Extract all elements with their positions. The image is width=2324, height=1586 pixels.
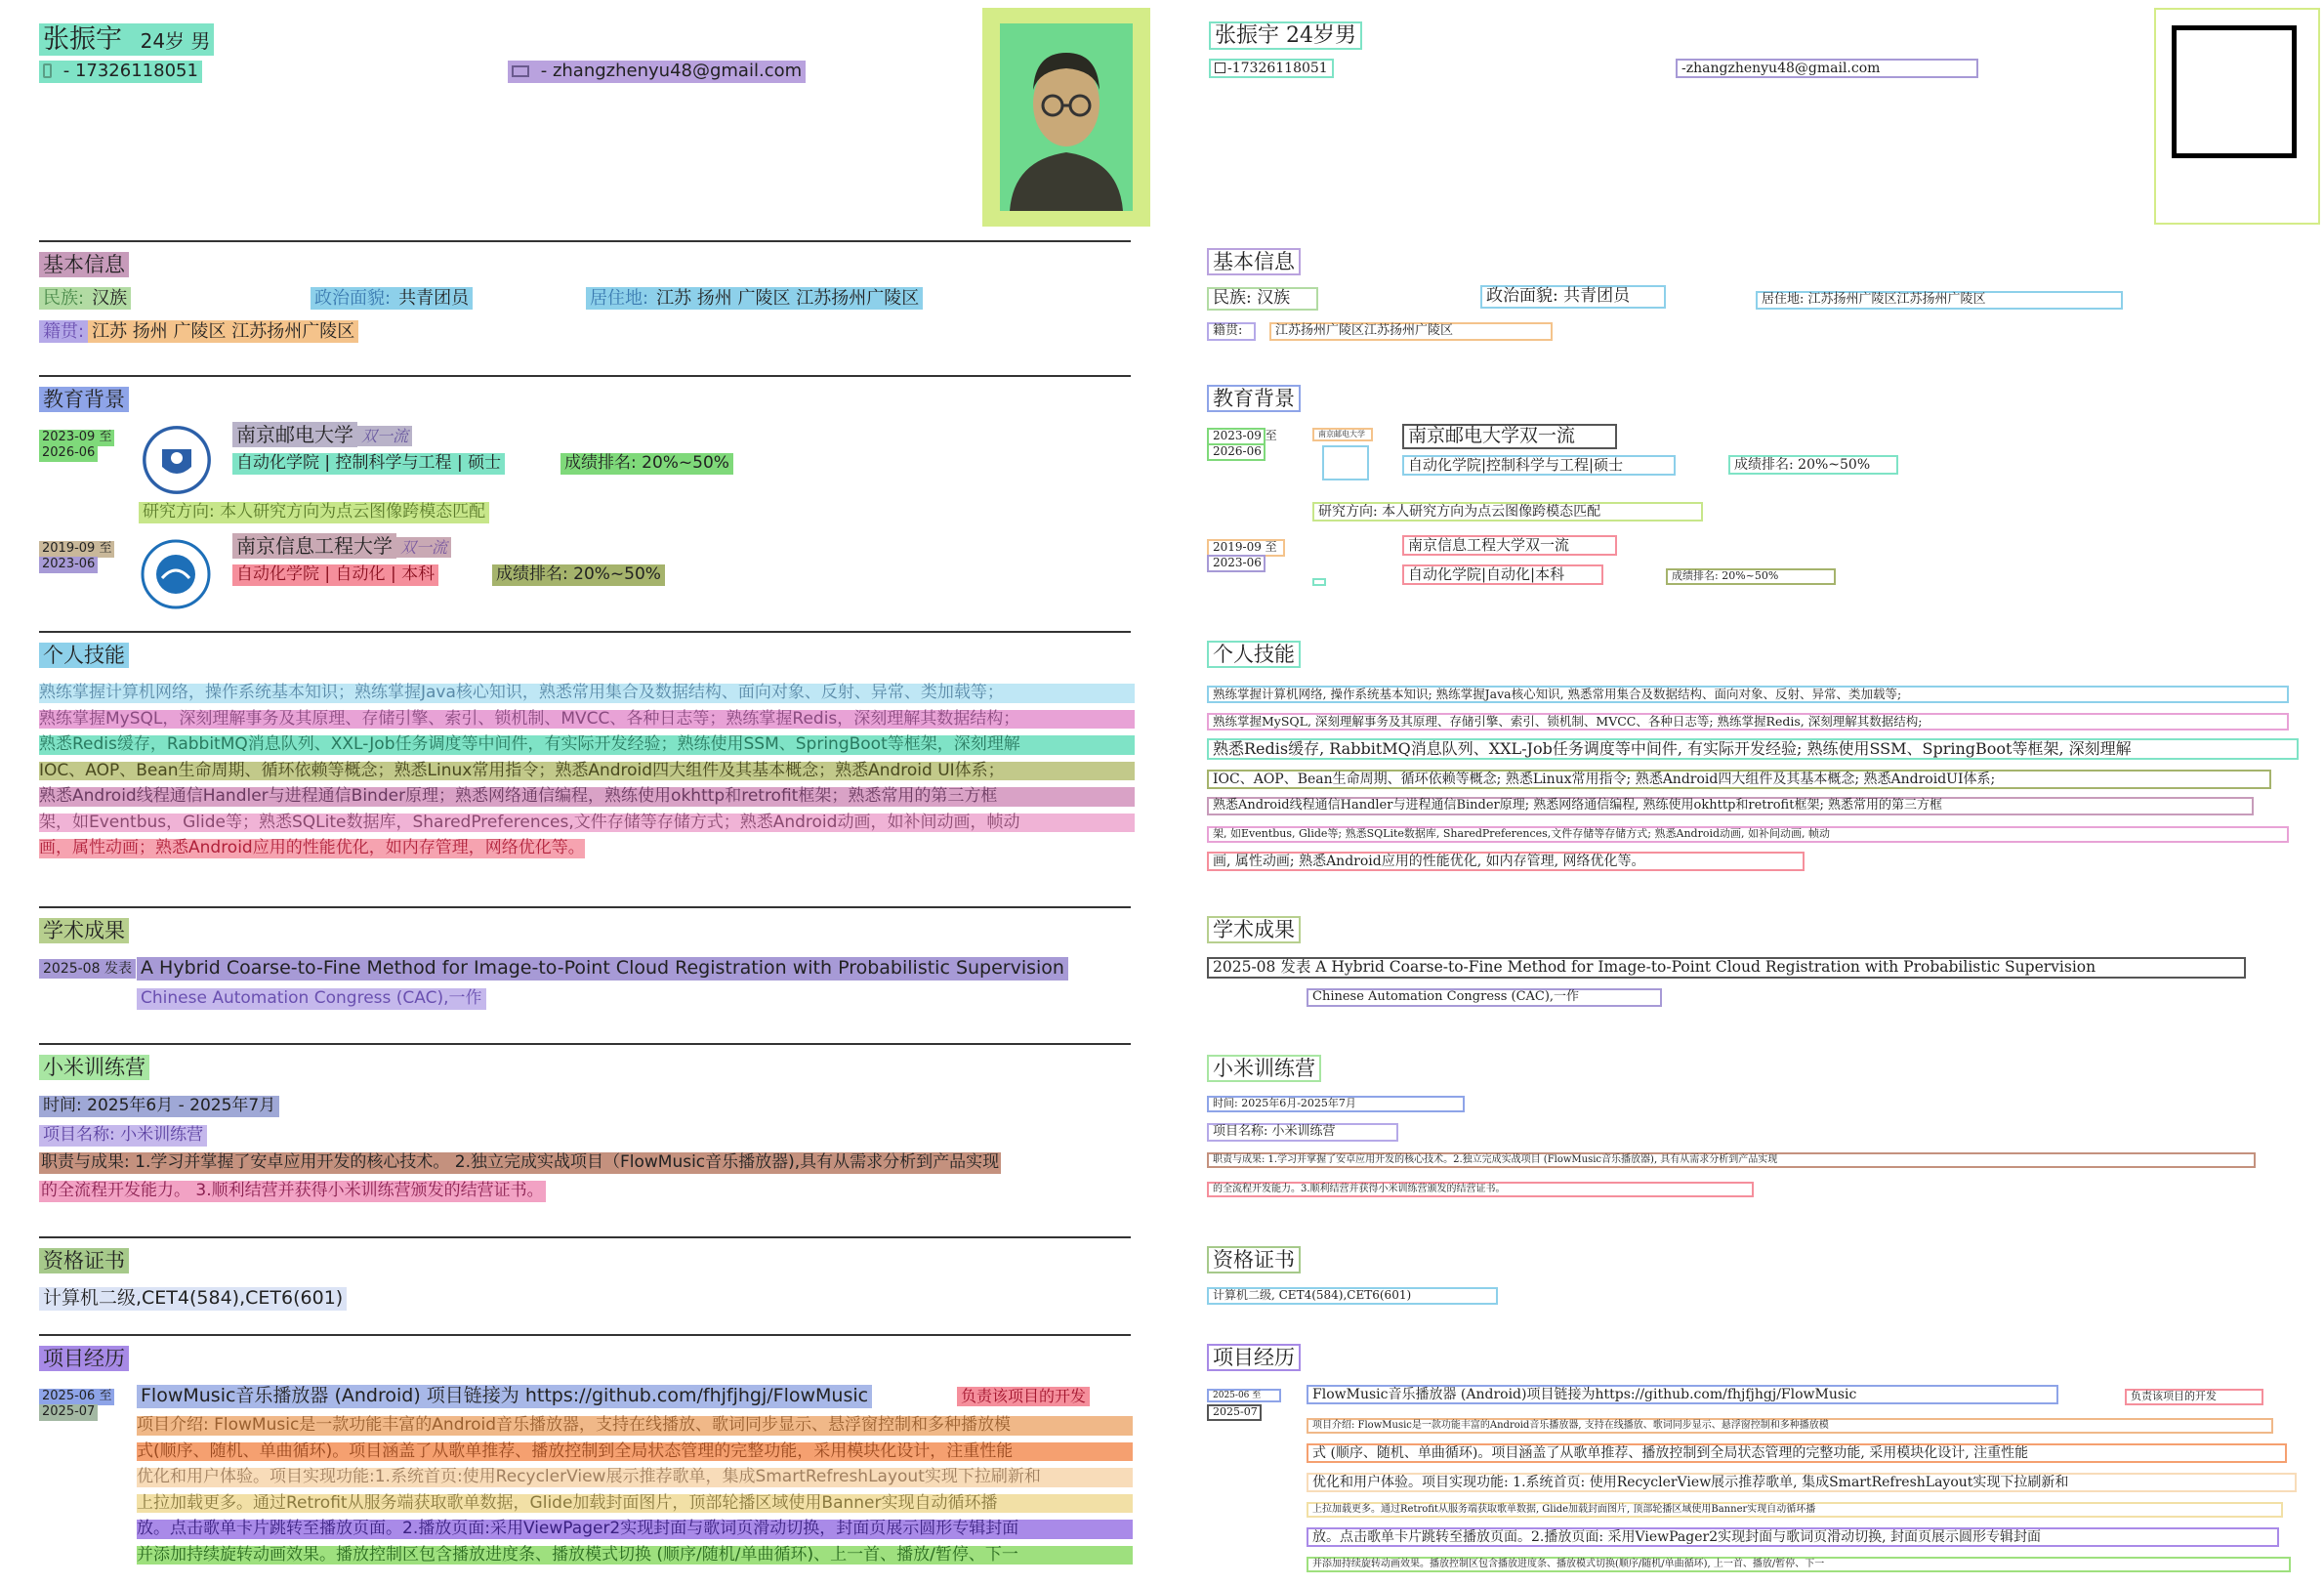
section-divider xyxy=(39,631,1131,633)
camp-duty-line: 职责与成果: 1.学习并掌握了安卓应用开发的核心技术。 2.独立完成实战项目（FlowMusic音乐播放器),具有从需求分析到产品实现 xyxy=(41,1152,1000,1172)
rp-skills-line: 熟练掌握MySQL, 深刻理解事务及其原理、存储引擎、索引、锁机制、MVCC、各种日志等; 熟练掌握Redis, 深刻理解其数据结构; xyxy=(1207,713,2289,730)
skills-line: IOC、AOP、Bean生命周期、循环依赖等概念；熟悉Linux常用指令；熟悉Android四大组件及其基本概念；熟悉Android UI体系； xyxy=(39,762,1135,781)
edu1-research: 研究方向: 本人研究方向为点云图像跨模态匹配 xyxy=(139,502,489,523)
rp-project-end: 2025-07 xyxy=(1207,1404,1262,1421)
rp-edu1-start: 2023-09 至 xyxy=(1207,428,1266,445)
origin-label: 籍贯: xyxy=(39,320,88,343)
rp-email: -zhangzhenyu48@gmail.com xyxy=(1676,59,1978,78)
section-title-basic: 基本信息 xyxy=(39,252,129,277)
basic-residence xyxy=(586,289,923,310)
person-portrait-icon xyxy=(1000,23,1133,211)
rp-edu1-end: 2026-06 xyxy=(1207,443,1266,461)
school-logo-icon xyxy=(141,539,209,607)
section-title-skills: 个人技能 xyxy=(39,643,129,668)
politics-label: 政治面貌: xyxy=(311,287,394,310)
rp-logo-box xyxy=(1322,445,1369,480)
section-title-camp: 小米训练营 xyxy=(39,1055,149,1080)
header-name-block xyxy=(39,23,214,56)
edu2-major: 自动化学院 | 自动化 | 本科 xyxy=(232,564,438,586)
rp-section-project: 项目经历 xyxy=(1207,1344,1301,1371)
rp-politics: 政治面貌: 共青团员 xyxy=(1480,285,1666,309)
rp-edu2-end: 2023-06 xyxy=(1207,555,1266,572)
rp-project-role: 负责该项目的开发 xyxy=(2125,1389,2263,1405)
rp-project-start: 2025-06 至 xyxy=(1207,1389,1281,1402)
header-email xyxy=(508,61,806,83)
rp-edu2-start: 2019-09 至 xyxy=(1207,539,1285,557)
section-divider xyxy=(39,1236,1131,1238)
rp-edu1-school: 南京邮电大学双一流 xyxy=(1402,424,1617,449)
basic-origin xyxy=(39,322,358,343)
header-phone xyxy=(39,61,202,83)
rp-edu2-rank: 成绩排名: 20%~50% xyxy=(1666,568,1836,585)
politics-value: 共青团员 xyxy=(394,287,473,310)
rp-name-line: 张振宇 24岁男 xyxy=(1209,21,1362,50)
rp-skills-line: IOC、AOP、Bean生命周期、循环依赖等概念; 熟悉Linux常用指令; 熟悉Android四大组件及其基本概念; 熟悉AndroidUI体系; xyxy=(1207,770,2271,789)
section-divider xyxy=(39,375,1131,377)
basic-politics xyxy=(311,289,473,310)
edu2-tag: 双一流 xyxy=(396,537,451,558)
rp-camp-duty: 的全流程开发能力。3.顺利结营并获得小米训练营颁发的结营证书。 xyxy=(1207,1182,1754,1197)
school-emblem-icon xyxy=(141,539,211,609)
header-name: 张振宇 xyxy=(43,24,122,55)
rp-logo-label: 南京邮电大学 xyxy=(1312,428,1373,441)
section-divider xyxy=(39,240,1131,242)
rp-camp-duty: 职责与成果: 1.学习并掌握了安卓应用开发的核心技术。2.独立完成实战项目 (FlowMusic音乐播放器), 具有从需求分析到产品实现 xyxy=(1207,1152,2256,1168)
section-title-cert: 资格证书 xyxy=(39,1248,129,1273)
academic-title: A Hybrid Coarse-to-Fine Method for Image-to-Point Cloud Registration with Probabilistic Supervision xyxy=(137,957,1068,981)
rp-project-line: 并添加持续旋转动画效果。播放控制区包含播放进度条、播放模式切换(顺序/随机/单曲循环), 上一首、播放/暂停、下一 xyxy=(1307,1557,2291,1572)
project-period-start: 2025-06 至 xyxy=(39,1389,114,1405)
rp-edu1-rank: 成绩排名: 20%~50% xyxy=(1728,455,1898,475)
rp-edu1-research: 研究方向: 本人研究方向为点云图像跨模态匹配 xyxy=(1312,502,1703,522)
rp-academic-venue: Chinese Automation Congress (CAC),一作 xyxy=(1307,988,1662,1007)
edu2-school: 南京信息工程大学 xyxy=(232,533,396,559)
rp-skills-line: 画, 属性动画; 熟悉Android应用的性能优化, 如内存管理, 网络优化等。 xyxy=(1207,852,1805,871)
project-role: 负责该项目的开发 xyxy=(957,1387,1090,1406)
edu1-major: 自动化学院 | 控制科学与工程 | 硕士 xyxy=(232,453,505,475)
camp-project-name: 项目名称: 小米训练营 xyxy=(39,1125,207,1147)
section-divider xyxy=(39,906,1131,908)
rp-section-education: 教育背景 xyxy=(1207,385,1301,412)
cert-text: 计算机二级,CET4(584),CET6(601) xyxy=(39,1287,347,1311)
rp-phone xyxy=(1209,59,1334,78)
rp-camp-time: 时间: 2025年6月-2025年7月 xyxy=(1207,1096,1465,1112)
skills-line: 熟悉Redis缓存，RabbitMQ消息队列、XXL-Job任务调度等中间件，有实际开发经验；熟练使用SSM、SpringBoot等框架，深刻理解 xyxy=(39,735,1135,755)
edu1-period-end: 2026-06 xyxy=(39,445,98,462)
rp-logo-box xyxy=(1312,578,1326,586)
rp-edu2-school: 南京信息工程大学双一流 xyxy=(1402,535,1617,556)
school-logo-icon xyxy=(143,426,211,494)
section-title-education: 教育背景 xyxy=(39,387,129,412)
email-text: - zhangzhenyu48@gmail.com xyxy=(540,61,803,81)
resume-layout-panel xyxy=(1162,0,2324,1586)
edu1-school-line xyxy=(232,424,412,446)
school-emblem-icon xyxy=(143,426,211,494)
rp-project-line: 项目介绍: FlowMusic是一款功能丰富的Android音乐播放器, 支持在线播放、歌词同步显示、悬浮窗控制和多种播放模 xyxy=(1307,1418,2273,1434)
rp-academic-title: 2025-08 发表 A Hybrid Coarse-to-Fine Method for Image-to-Point Cloud Registration with Probabilistic Supervision xyxy=(1207,957,2246,979)
skills-block xyxy=(39,684,1135,858)
rp-project-line: 上拉加载更多。通过Retrofit从服务端获取歌单数据, Glide加载封面图片, 顶部轮播区域使用Banner实现自动循环播 xyxy=(1307,1502,2283,1518)
project-desc-line: 上拉加载更多。通过Retrofit从服务端获取歌单数据，Glide加载封面图片，顶部轮播区域使用Banner实现自动循环播 xyxy=(137,1494,1133,1514)
section-divider xyxy=(39,1043,1131,1045)
rp-section-cert: 资格证书 xyxy=(1207,1246,1301,1273)
section-divider xyxy=(39,1334,1131,1336)
rp-project-line: 优化和用户体验。项目实现功能: 1.系统首页: 使用RecyclerView展示推荐歌单, 集成SmartRefreshLayout实现下拉刷新和 xyxy=(1307,1473,2297,1492)
edu2-school-line xyxy=(232,535,451,558)
edu1-tag: 双一流 xyxy=(357,426,412,446)
rp-origin-label: 籍贯: xyxy=(1207,322,1256,341)
basic-ethnicity xyxy=(39,289,131,310)
skills-line: 熟悉Android线程通信Handler与进程通信Binder原理；熟悉网络通信编程，熟练使用okhttp和retrofit框架；熟悉常用的第三方框 xyxy=(39,787,1135,807)
rp-section-basic: 基本信息 xyxy=(1207,248,1301,275)
skills-line: 架，如Eventbus，Glide等；熟悉SQLite数据库，SharedPreferences,文件存储等存储方式；熟悉Android动画，如补间动画，帧动 xyxy=(39,814,1135,833)
section-title-project: 项目经历 xyxy=(39,1346,129,1371)
rp-section-academic: 学术成果 xyxy=(1207,916,1301,943)
edu2-period-end: 2023-06 xyxy=(39,557,98,573)
rp-skills-line: 熟悉Redis缓存, RabbitMQ消息队列、XXL-Job任务调度等中间件, 有实际开发经验; 熟练使用SSM、SpringBoot等框架, 深刻理解 xyxy=(1207,738,2299,760)
edu1-school: 南京邮电大学 xyxy=(232,422,357,447)
rp-skills-line: 熟练掌握计算机网络, 操作系统基本知识; 熟练掌握Java核心知识, 熟悉常用集合及数据结构、面向对象、反射、异常、类加载等; xyxy=(1207,686,2289,703)
rp-project-title: FlowMusic音乐播放器 (Android)项目链接为https://github.com/fhjfjhgj/FlowMusic xyxy=(1307,1385,2058,1404)
rp-photo-placeholder xyxy=(2172,25,2297,158)
project-desc-block xyxy=(137,1416,1133,1565)
camp-time: 时间: 2025年6月 - 2025年7月 xyxy=(39,1096,279,1117)
origin-value: 江苏 扬州 广陵区 江苏扬州广陵区 xyxy=(88,320,358,343)
skills-line: 熟练掌握MySQL，深刻理解事务及其原理、存储引擎、索引、锁机制、MVCC、各种日志等；熟练掌握Redis，深刻理解其数据结构； xyxy=(39,710,1135,730)
rp-section-skills: 个人技能 xyxy=(1207,641,1301,668)
project-desc-line: 项目介绍: FlowMusic是一款功能丰富的Android音乐播放器，支持在线播放、歌词同步显示、悬浮窗控制和多种播放模 xyxy=(137,1416,1133,1436)
project-desc-line: 并添加持续旋转动画效果。播放控制区包含播放进度条、播放模式切换 (顺序/随机/单曲循环)、上一首、播放/暂停、下一 xyxy=(137,1546,1133,1565)
project-title: FlowMusic音乐播放器 (Android) 项目链接为 https://github.com/fhjfjhgj/FlowMusic xyxy=(137,1385,872,1408)
mail-icon xyxy=(512,65,529,77)
rp-skills-line: 熟悉Android线程通信Handler与进程通信Binder原理; 熟悉网络通信编程, 熟练使用okhttp和retrofit框架; 熟悉常用的第三方框 xyxy=(1207,797,2254,815)
rp-project-line: 放。点击歌单卡片跳转至播放页面。2.播放页面: 采用ViewPager2实现封面与歌词页滑动切换, 封面页展示圆形专辑封面 xyxy=(1307,1527,2279,1547)
rp-cert: 计算机二级, CET4(584),CET6(601) xyxy=(1207,1287,1498,1305)
project-desc-line: 式(顺序、随机、单曲循环)。项目涵盖了从歌单推荐、播放控制到全局状态管理的完整功能，采用模块化设计，注重性能 xyxy=(137,1442,1133,1462)
project-desc-line: 优化和用户体验。项目实现功能:1.系统首页:使用RecyclerView展示推荐歌单，集成SmartRefreshLayout实现下拉刷新和 xyxy=(137,1468,1133,1487)
rp-skills-line: 架, 如Eventbus, Glide等; 熟悉SQLite数据库, SharedPreferences,文件存储等存储方式; 熟悉Android动画, 如补间动画, 帧动 xyxy=(1207,826,2289,843)
ethnicity-label: 民族: xyxy=(39,287,88,310)
edu1-period-start: 2023-09 至 xyxy=(39,430,114,446)
edu2-period-start: 2019-09 至 xyxy=(39,541,114,558)
residence-label: 居住地: xyxy=(586,287,652,310)
rp-camp-name: 项目名称: 小米训练营 xyxy=(1207,1123,1398,1142)
camp-duty-line: 的全流程开发能力。 3.顺利结营并获得小米训练营颁发的结营证书。 xyxy=(41,1181,544,1200)
rp-project-line: 式 (顺序、随机、单曲循环)。项目涵盖了从歌单推荐、播放控制到全局状态管理的完整功能, 采用模块化设计, 注重性能 xyxy=(1307,1443,2287,1463)
skills-line: 熟练掌握计算机网络，操作系统基本知识；熟练掌握Java核心知识，熟悉常用集合及数据结构、面向对象、反射、异常、类加载等； xyxy=(39,684,1135,703)
skills-line: 画，属性动画；熟悉Android应用的性能优化，如内存管理，网络优化等。 xyxy=(39,838,585,858)
project-desc-line: 放。点击歌单卡片跳转至播放页面。2.播放页面:采用ViewPager2实现封面与歌词页滑动切换，封面页展示圆形专辑封面 xyxy=(137,1520,1133,1539)
rp-ethnicity: 民族: 汉族 xyxy=(1207,287,1318,311)
edu2-rank: 成绩排名: 20%~50% xyxy=(492,564,665,586)
section-title-academic: 学术成果 xyxy=(39,918,129,943)
header-age-gender: 24岁 男 xyxy=(140,29,211,53)
edu1-rank: 成绩排名: 20%~50% xyxy=(560,453,733,475)
rp-edu2-major: 自动化学院|自动化|本科 xyxy=(1402,564,1603,585)
academic-venue: Chinese Automation Congress (CAC),一作 xyxy=(137,988,486,1010)
ethnicity-value: 汉族 xyxy=(88,287,131,310)
rp-origin-value: 江苏扬州广陵区江苏扬州广陵区 xyxy=(1269,322,1553,341)
academic-date: 2025-08 发表 xyxy=(39,959,136,979)
phone-icon xyxy=(43,63,52,78)
rp-phone-text: -17326118051 xyxy=(1227,61,1328,76)
residence-value: 江苏 扬州 广陵区 江苏扬州广陵区 xyxy=(652,287,923,310)
rp-edu1-major: 自动化学院|控制科学与工程|硕士 xyxy=(1402,455,1676,476)
phone-icon xyxy=(1215,63,1225,73)
rp-section-camp: 小米训练营 xyxy=(1207,1055,1321,1082)
rp-residence: 居住地: 江苏扬州广陵区江苏扬州广陵区 xyxy=(1756,291,2123,310)
project-period-end: 2025-07 xyxy=(39,1404,98,1421)
phone-text: - 17326118051 xyxy=(62,61,198,81)
profile-photo xyxy=(1000,23,1133,211)
